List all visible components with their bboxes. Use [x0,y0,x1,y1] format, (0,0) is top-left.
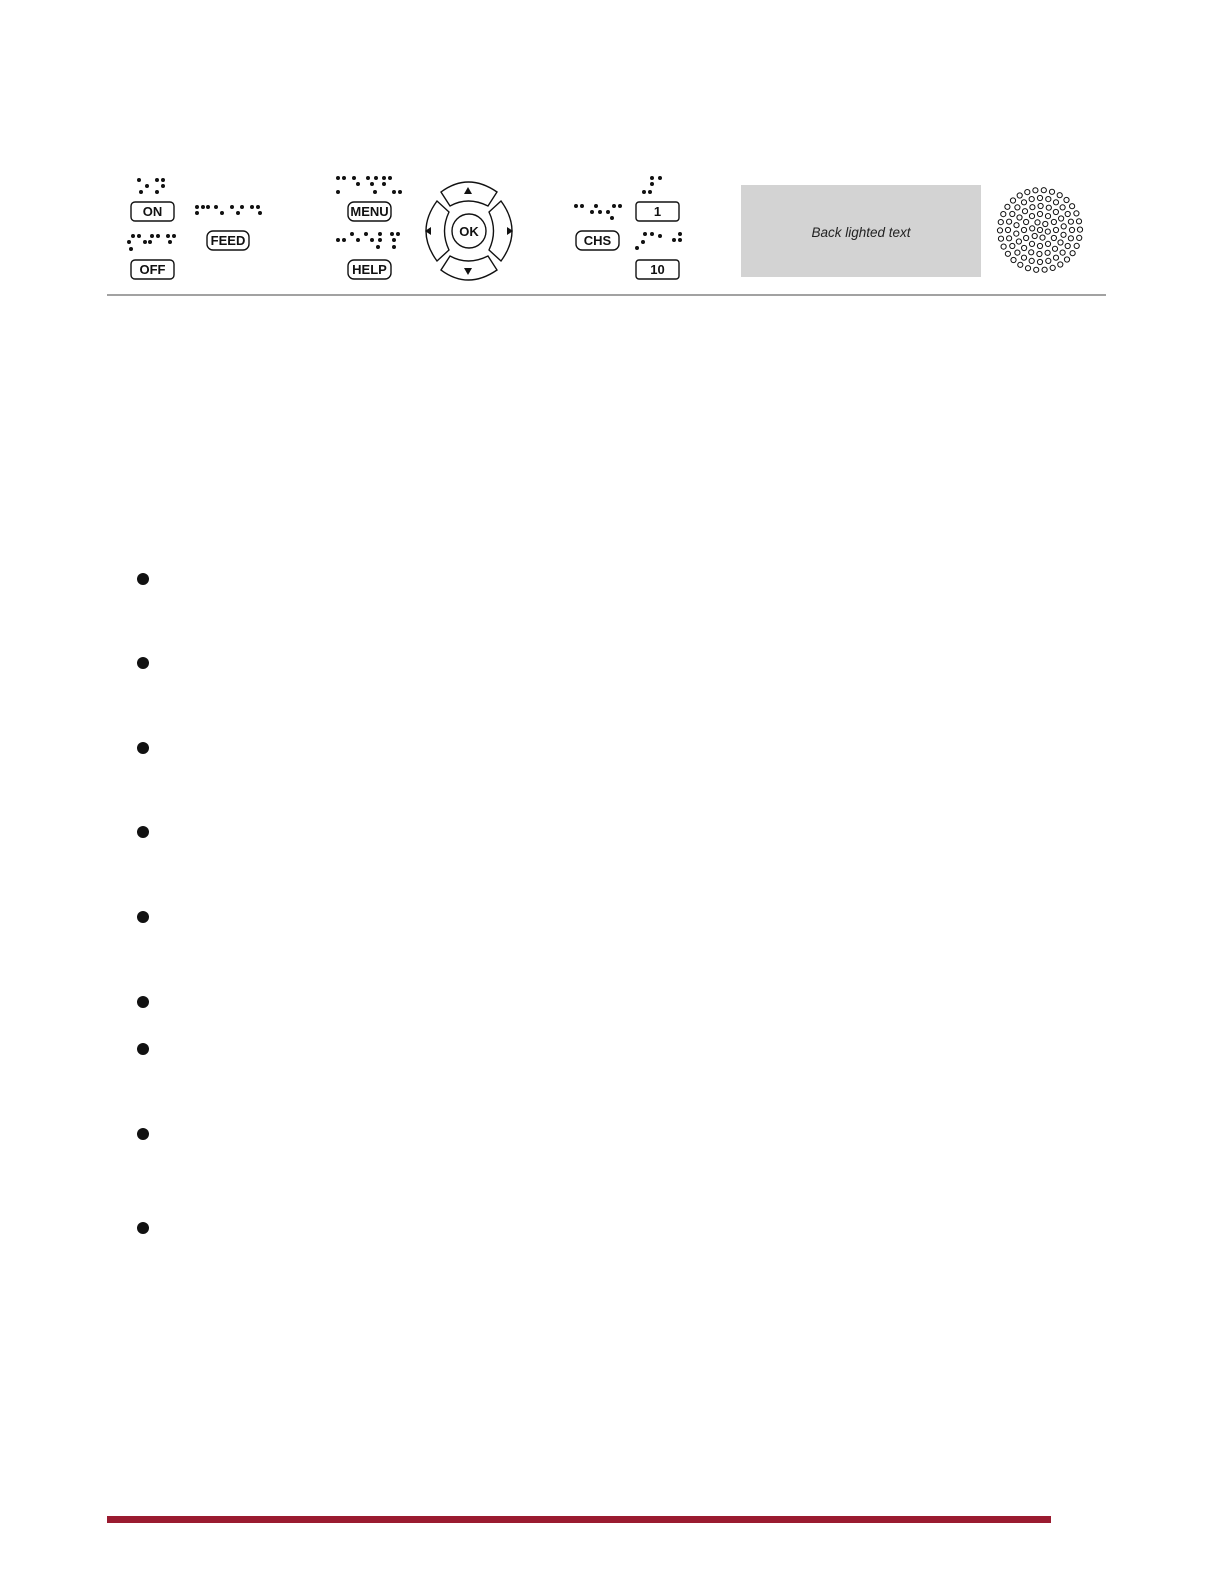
off-button[interactable] [131,260,174,279]
chs-button[interactable] [576,231,619,250]
on-button-label: ON [142,204,163,219]
display-text: Back lighted text [811,225,911,240]
bullet-marker [137,1043,149,1055]
ok-button-label: OK [459,224,479,239]
bullet-marker [137,657,149,669]
bullet-marker [137,1128,149,1140]
menu-button[interactable] [348,202,391,221]
left-button[interactable] [425,201,449,261]
up-button[interactable] [441,182,497,206]
right-button[interactable] [489,201,513,261]
channel-10-button[interactable] [636,260,679,279]
footer-rule [107,1516,1051,1523]
bullet-marker [137,996,149,1008]
speaker-grille-icon [997,188,1082,273]
feed-button[interactable] [207,231,249,250]
off-button-label: OFF [139,262,166,277]
bullet-marker [137,742,149,754]
help-button[interactable] [348,260,391,279]
navigation-pad [425,182,513,280]
chs-button-label: CHS [583,233,612,248]
channel-1-button-label: 1 [653,204,662,219]
on-button[interactable] [131,202,174,221]
bullet-marker [137,911,149,923]
bullet-marker [137,826,149,838]
bullet-marker [137,1222,149,1234]
feed-button-label: FEED [210,233,246,248]
ok-button[interactable] [452,214,486,248]
help-button-label: HELP [352,262,387,277]
bullet-marker [137,573,149,585]
menu-button-label: MENU [350,204,389,219]
channel-1-button[interactable] [636,202,679,221]
down-button[interactable] [441,256,497,280]
device-panel-diagram [0,0,1225,310]
display-screen [741,185,981,277]
channel-10-button-label: 10 [650,262,665,277]
